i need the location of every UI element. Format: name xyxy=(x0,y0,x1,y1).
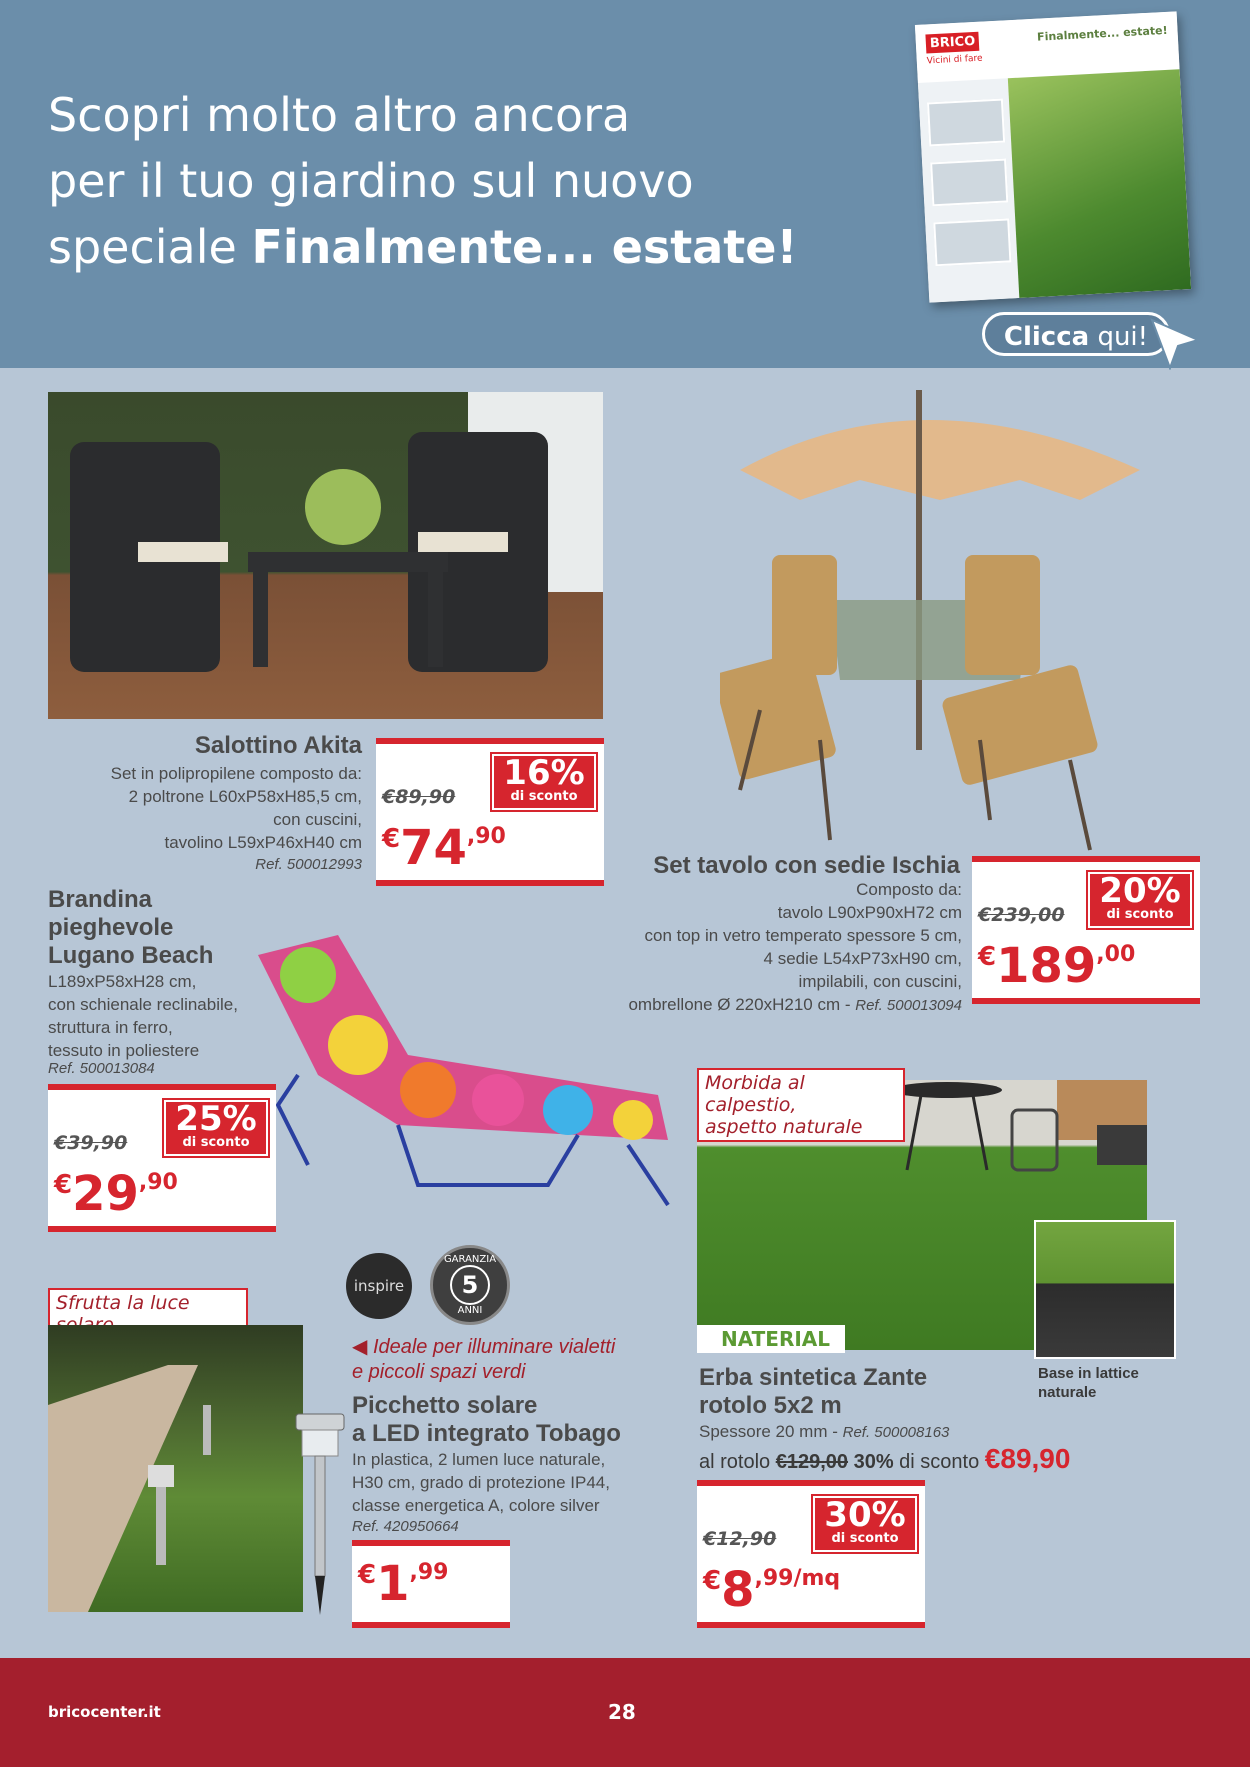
header-title-line1: Scopri molto altro ancora xyxy=(48,88,631,142)
akita-price-box xyxy=(376,738,604,886)
cursor-arrow-icon xyxy=(1150,318,1200,370)
picchetto-highlight: ◀ Ideale per illuminare vialetti e piccoli spazi verdi xyxy=(352,1336,616,1383)
picchetto-product-image xyxy=(290,1410,350,1620)
cta-button[interactable]: Clicca qui! xyxy=(982,312,1170,356)
erba-tag: Morbida al calpestio, aspetto naturale xyxy=(697,1068,905,1142)
erba-detail-caption: Base in lattice naturale xyxy=(1038,1365,1139,1401)
ischia-price: €189,00 xyxy=(978,938,1136,994)
brandina-product-image xyxy=(248,925,678,1225)
picchetto-tag: Sfrutta la luce xyxy=(48,1288,248,1340)
page-number: 28 xyxy=(608,1700,636,1724)
brandina-discount-badge: 25% di sconto xyxy=(164,1100,268,1156)
ischia-description: Composto da: tavolo L90xP90xH72 cm con top in vetro temperato spessore 5 cm, 4 sedie L54xP73xH90 cm, impilabili, con cuscini, ombrellone Ø 220xH210 cm - Ref. 500013094 xyxy=(628,880,962,1014)
footer-url[interactable]: bricocenter.it xyxy=(48,1703,161,1721)
brandina-ref: Ref. 500013084 xyxy=(48,1060,155,1077)
erba-ref: Ref. 500008163 xyxy=(842,1424,950,1441)
brandina-old-price: €39,90 xyxy=(54,1132,128,1154)
akita-ref: Ref. 500012993 xyxy=(255,856,362,873)
catalog-sub: Vicini di fare xyxy=(926,53,983,67)
picchetto-name: Picchetto solare a LED integrato Tobago xyxy=(352,1392,621,1447)
picchetto-price: €1,99 xyxy=(358,1556,449,1612)
akita-description: Set in polipropilene composto da: 2 poltrone L60xP58xH85,5 cm, con cuscini, tavolino L59xP46xH40 cm xyxy=(110,764,362,852)
akita-name: Salottino Akita xyxy=(194,732,362,759)
akita-discount-badge: 16% di sconto xyxy=(492,754,596,810)
erba-name: Erba sintetica Zante rotolo 5x2 m xyxy=(699,1364,928,1419)
akita-product-image xyxy=(48,392,603,719)
erba-price-box xyxy=(697,1480,925,1628)
garanzia-badge: GARANZIA 5 ANNI xyxy=(430,1245,510,1325)
ischia-discount-badge: 20% di sconto xyxy=(1088,872,1192,928)
catalog-cover[interactable] xyxy=(915,11,1191,302)
erba-roll-price: al rotolo €129,00 30% di sconto €89,90 xyxy=(699,1443,1071,1474)
picchetto-ref: Ref. 420950664 xyxy=(352,1518,459,1535)
erba-discount-badge: 30% di sconto xyxy=(813,1496,917,1552)
akita-price: €74,90 xyxy=(382,820,506,876)
picchetto-price-box xyxy=(352,1540,510,1628)
brandina-name: Brandina pieghevole Lugano Beach xyxy=(48,886,214,969)
erba-price: €8,99/mq xyxy=(703,1562,841,1618)
header-title-bold: Finalmente... estate! xyxy=(251,220,798,274)
header-title-line2: per il tuo giardino sul nuovo xyxy=(48,154,694,208)
ischia-product-image xyxy=(720,380,1160,860)
header-title xyxy=(48,82,908,280)
brandina-price-box xyxy=(48,1084,276,1232)
natterial-brand-logo: NATERIAL xyxy=(697,1325,845,1353)
erba-detail-image xyxy=(1034,1220,1176,1359)
ischia-ref: Ref. 500013094 xyxy=(855,997,962,1014)
inspire-brand-logo: inspire xyxy=(346,1253,412,1319)
erba-old-price: €12,90 xyxy=(703,1528,777,1550)
catalog-title: Finalmente... estate! xyxy=(1036,23,1168,44)
brandina-description: L189xP58xH28 cm, con schienale reclinabile, struttura in ferro, tessuto in poliestere xyxy=(48,972,238,1060)
akita-old-price: €89,90 xyxy=(382,786,456,808)
ischia-old-price: €239,00 xyxy=(978,904,1065,926)
picchetto-garden-image xyxy=(48,1325,303,1612)
picchetto-description: In plastica, 2 lumen luce naturale, H30 cm, grado di protezione IP44, classe energetica A, colore silver xyxy=(352,1450,610,1515)
erba-roll-new-price: €89,90 xyxy=(984,1443,1071,1474)
ischia-price-box xyxy=(972,856,1200,1004)
ischia-name: Set tavolo con sedie Ischia xyxy=(653,852,960,879)
erba-spessore: Spessore 20 mm - Ref. 500008163 xyxy=(699,1422,950,1441)
brandina-price: €29,90 xyxy=(54,1166,178,1222)
catalog-logo: BRICO xyxy=(925,32,979,54)
erba-roll-old-price: €129,00 xyxy=(775,1451,849,1473)
header-title-line3: speciale Finalmente... estate! xyxy=(48,220,798,274)
catalog-photo xyxy=(1008,69,1191,298)
